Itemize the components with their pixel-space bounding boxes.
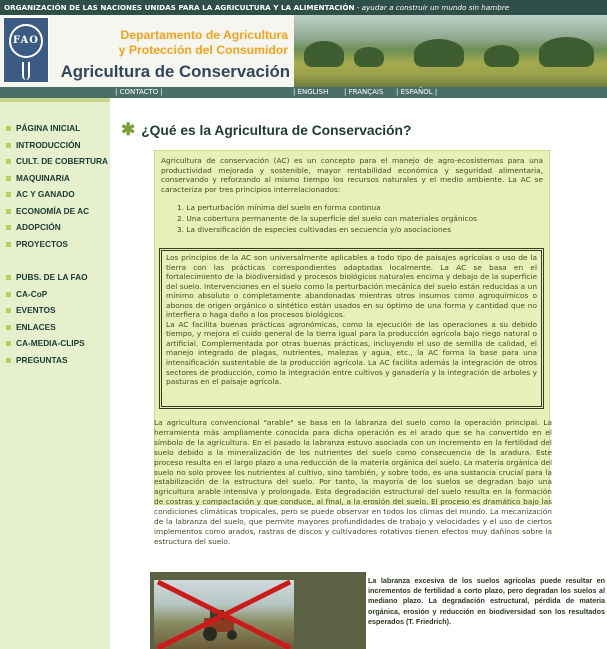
principle-item: 1. La perturbación mínima del suelo en forma continua	[177, 203, 381, 213]
page-title	[121, 120, 411, 140]
boxed-paragraph-1: Los principios de la AC son universalmente aplicables a todo tipo de paisajes agrícolas o uso de la tierra con las prácticas correspondientes adaptadas localmente. La AC se basa en el fortalecimiento de la biodiversidad y procesos biológicos naturales encima y debajo de la superficie del suelo. Intervenciones en el suelo como la perturbación mecánica del suelo están reducidas a un mínimo absoluto o completamente abandonadas mientras otros insumos como agroquímicos o abonos de origen orgánico o sintético están usados en su óptimo de una forma y cantidad que no interfiera o haga daño a los procesos biológicos.	[166, 253, 537, 320]
asterisk-flower-icon: ✱	[121, 120, 136, 139]
org-name: ORGANIZACIÓN DE LAS NACIONES UNIDAS PARA LA AGRICULTURA Y LA ALIMENTACIÓN	[4, 3, 355, 12]
square-bullet-icon	[6, 308, 11, 313]
square-bullet-icon	[6, 143, 11, 148]
wheat-icon	[22, 62, 30, 80]
red-x-cross-icon	[154, 580, 294, 649]
sidebar-item-label: CA-MEDIA-CLIPS	[16, 338, 85, 348]
sidebar-item-label: ENLACES	[16, 322, 56, 332]
square-bullet-icon	[6, 325, 11, 330]
header-landscape-photo	[294, 15, 607, 87]
sidebar-item-label: ADOPCIÓN	[16, 222, 61, 232]
conventional-agriculture-paragraph: La agricultura convencional "arable" se basa en la labranza del suelo como la operación principal. La herramienta más ampliamente conocida para dicha operación es el arado que se ha convertido en el símbolo de la agricultura. En el pasado la labranza estuvo asociada con un incremento en la fertilidad del suelo debido a la mineralización de los nutrientes del suelo como consecuencia de la aradura. Este proceso resulta en el largo plazo a una reducción de la materia orgánica del suelo. La materia orgánica del suelo no solo provee los nutrientes al cultivo, sino también, y sobre todo, es una sustancia crucial para la estabilización de la estructura del suelo. Por tanto, la mayoría de los suelos se degradan bajo una agricultura arable intensiva y prolongada. Esta degradación estructural del suelo resulta en la formación de costras y compactación y que conduce, al final, a la erosión del suelo. El proceso es dramático bajo las condiciones climáticas tropicales, pero se puede observar en todos los climas del mundo. La mecanización de la labranza del suelo, que permite mayores profundidades de trabajo y velocidades y el uso de ciertos implementos como arados, rastras de discos y cultivadores rotativos tienen efectos muy dañinos sobre la estructura del suelo.	[154, 418, 552, 546]
sidebar-item-maquinaria[interactable]	[4, 172, 110, 185]
square-bullet-icon	[6, 358, 11, 363]
sidebar-item-pagina-inicial[interactable]	[4, 122, 110, 135]
sidebar-item-label: PUBS. DE LA FAO	[16, 272, 88, 282]
nav-espanol-link[interactable]: | ESPAÑOL |	[396, 88, 438, 96]
sidebar-item-economia-de-ac[interactable]	[4, 205, 110, 218]
nav-contacto-link[interactable]: | CONTACTO |	[115, 88, 163, 96]
intro-paragraph: Agricultura de conservación (AC) es un concepto para el manejo de agro-ecosistemas para una productividad mejorada y sostenible, mayor rentabilidad económica y seguridad alimentaria, conservando y reforzando al mismo tiempo los recursos naturales y el medio ambiente. La AC se caracteriza por tres principios interrelacionados:	[161, 156, 543, 194]
nav-bar	[0, 87, 607, 98]
sidebar-item-label: PROYECTOS	[16, 239, 68, 249]
principle-item: 2. Una cobertura permanente de la superficie del suelo con materiales orgánicos	[177, 213, 477, 223]
photo-caption: La labranza excesiva de los suelos agrícolas puede resultar en incrementos de fertilidad a corto plazo, pero degradan los suelos al mediano plazo. La degradación estructural, pérdida de materia orgánica, erosión y reducción en biodiversidad son los resultados esperados (T. Friedrich).	[368, 576, 605, 626]
sidebar-item-ca-cop[interactable]	[4, 288, 110, 301]
sidebar-item-label: PÁGINA INICIAL	[16, 123, 81, 133]
square-bullet-icon	[6, 176, 11, 181]
sidebar-item-ac-y-ganado[interactable]	[4, 188, 110, 201]
site-title: Agricultura de Conservación	[60, 62, 290, 81]
sidebar-item-label: CULT. DE COBERTURA	[16, 156, 109, 166]
sidebar-item-label: PREGUNTAS	[16, 355, 68, 365]
sidebar-item-cult-de-cobertura[interactable]	[4, 155, 110, 168]
department-line-2: y Protección del Consumidor	[118, 43, 288, 57]
sidebar-item-label: CA-CoP	[16, 289, 48, 299]
square-bullet-icon	[6, 275, 11, 280]
sidebar-item-enlaces[interactable]	[4, 321, 110, 334]
sidebar-item-label: INTRODUCCIÓN	[16, 140, 81, 150]
sidebar-item-label: ECONOMÍA DE AC	[16, 206, 90, 216]
sidebar-item-proyectos[interactable]	[4, 238, 110, 251]
square-bullet-icon	[6, 192, 11, 197]
sidebar-item-pubs-de-la-fao[interactable]	[4, 271, 110, 284]
principle-item: 3. La diversificación de especies cultivadas en secuencia y/o asociaciones	[177, 224, 452, 234]
main-content	[110, 98, 607, 649]
square-bullet-icon	[6, 242, 11, 247]
principles-list	[161, 203, 543, 234]
sidebar-item-ca-media-clips[interactable]	[4, 337, 110, 350]
department-line-1: Departamento de Agricultura	[120, 28, 288, 42]
square-bullet-icon	[6, 341, 11, 346]
nav-francais-link[interactable]: | FRANÇAIS	[344, 88, 384, 96]
top-banner	[0, 0, 607, 15]
sidebar-item-label: AC Y GANADO	[16, 189, 75, 199]
nav-english-link[interactable]: | ENGLISH	[293, 88, 329, 96]
fao-logo[interactable]	[3, 17, 49, 83]
sidebar-item-preguntas[interactable]	[4, 354, 110, 367]
boxed-paragraph-2: La AC facilita buenas prácticas agronómicas, como la ejecución de las operaciones a su debido tiempo, y mejora el cuido general de la tierra igual para la producción agrícola bajo riego natural o artificial. Complementada por otras buenas prácticas, incluyendo el uso de semilla de calidad, el manejo integrado de plagas, nutrientes, malezas y agua, etc., la AC forma la base para una intensificación sustentable de la producción agrícola. La AC facilita además la integración de otros sectores de producción, como la integración entre cultivos y ganadería y la integración de arboles y pasturas en el paisaje agrícola.	[166, 319, 537, 387]
principles-detail-box	[159, 248, 544, 409]
tillage-photo	[154, 580, 294, 649]
logo-text: FAO	[9, 24, 43, 58]
sidebar-item-label: MAQUINARIA	[16, 173, 70, 183]
sidebar-item-eventos[interactable]	[4, 304, 110, 317]
square-bullet-icon	[6, 209, 11, 214]
sidebar-item-introduccion[interactable]	[4, 139, 110, 152]
square-bullet-icon	[6, 159, 11, 164]
square-bullet-icon	[6, 225, 11, 230]
square-bullet-icon	[6, 292, 11, 297]
square-bullet-icon	[6, 126, 11, 131]
page-title-text: ¿Qué es la Agricultura de Conservación?	[141, 123, 412, 138]
motto: - ayudar a construir un mundo sin hambre	[354, 3, 510, 12]
department-name	[98, 28, 288, 58]
sidebar	[0, 98, 110, 649]
sidebar-item-label: EVENTOS	[16, 305, 56, 315]
site-header	[0, 15, 607, 87]
sidebar-item-adopcion[interactable]	[4, 221, 110, 234]
